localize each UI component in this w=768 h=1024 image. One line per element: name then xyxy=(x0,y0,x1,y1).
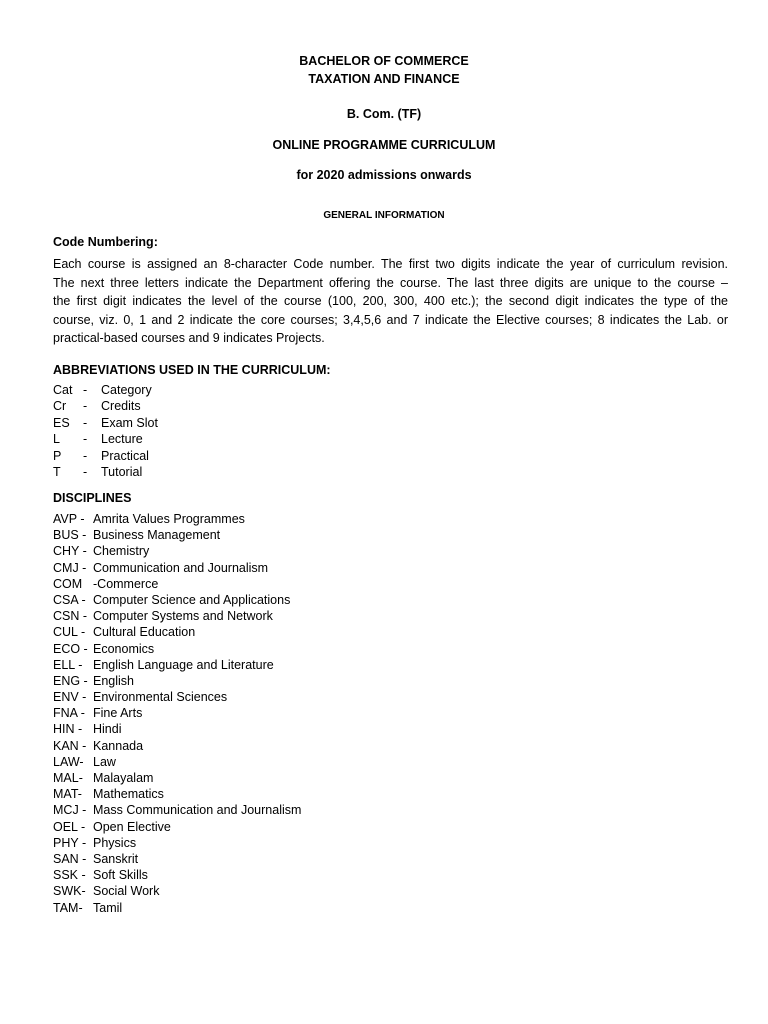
discipline-name: Computer Science and Applications xyxy=(93,592,291,607)
discipline-item xyxy=(53,883,453,899)
discipline-code: MCJ - xyxy=(53,803,87,818)
discipline-item xyxy=(53,689,453,705)
discipline-code: ENV - xyxy=(53,690,87,705)
abbreviation-dash: - xyxy=(83,415,88,430)
discipline-name: Environmental Sciences xyxy=(93,690,228,705)
abbreviation-meaning: Category xyxy=(101,383,152,397)
discipline-name: Hindi xyxy=(93,722,122,737)
abbreviation-dash: - xyxy=(83,383,88,397)
discipline-code: FNA - xyxy=(53,706,85,721)
discipline-item xyxy=(53,657,453,673)
discipline-code: LAW- xyxy=(53,754,84,769)
discipline-item xyxy=(53,511,453,527)
discipline-code: CSN - xyxy=(53,609,88,624)
code-numbering-paragraph xyxy=(53,255,728,348)
paragraph-line: course, viz. 0, 1 and 2 indicate the core courses; 3,4,5,6 and 7 indicate the Elective courses; 8 indicates the Lab. or xyxy=(53,312,728,327)
discipline-code: CMJ - xyxy=(53,560,87,575)
discipline-code: COM xyxy=(53,576,83,591)
abbreviation-code: ES xyxy=(53,415,70,430)
discipline-item xyxy=(53,721,453,737)
abbreviation-code: Cat xyxy=(53,383,73,397)
discipline-item xyxy=(53,560,453,576)
discipline-item xyxy=(53,543,453,559)
paragraph-line: Each course is assigned an 8-character Code number. The first two digits indicate the year of curriculum revision. xyxy=(53,257,728,271)
paragraph-line: The next three letters indicate the Department offering the course. The last three digits are unique to the course – xyxy=(53,275,728,290)
discipline-code: SWK- xyxy=(53,884,86,899)
disciplines-list xyxy=(53,511,453,916)
admissions-note: for 2020 admissions onwards xyxy=(296,168,472,182)
discipline-item xyxy=(53,835,453,851)
discipline-name: Law xyxy=(93,754,116,769)
discipline-item xyxy=(53,851,453,867)
discipline-name: English xyxy=(93,673,134,688)
discipline-item xyxy=(53,786,453,802)
discipline-item xyxy=(53,673,453,689)
discipline-name: English Language and Literature xyxy=(93,657,274,672)
abbreviation-dash: - xyxy=(83,399,88,414)
code-numbering-heading: Code Numbering: xyxy=(53,235,158,249)
discipline-name: Chemistry xyxy=(93,544,150,559)
discipline-item xyxy=(53,754,453,770)
discipline-name: Mass Communication and Journalism xyxy=(93,803,302,818)
degree-subtitle: TAXATION AND FINANCE xyxy=(308,72,460,86)
discipline-name: Cultural Education xyxy=(93,625,196,640)
discipline-code: CSA - xyxy=(53,592,86,607)
discipline-name: Fine Arts xyxy=(93,706,143,721)
discipline-code: KAN - xyxy=(53,738,87,753)
discipline-code: ENG - xyxy=(53,673,88,688)
paragraph-line: the first digit indicates the level of the course (100, 200, 300, 400 etc.); the second digit indicates the type of the xyxy=(53,294,728,308)
discipline-code: TAM- xyxy=(53,900,83,915)
discipline-name: Sanskrit xyxy=(93,851,139,866)
abbreviation-code: L xyxy=(53,432,60,447)
general-info-heading: GENERAL INFORMATION xyxy=(323,210,445,221)
discipline-item xyxy=(53,705,453,721)
abbreviation-code: Cr xyxy=(53,399,67,414)
discipline-code: SAN - xyxy=(53,851,87,866)
discipline-item xyxy=(53,641,453,657)
abbreviation-meaning: Practical xyxy=(101,448,149,463)
discipline-name: Open Elective xyxy=(93,819,171,834)
discipline-name: Computer Systems and Network xyxy=(93,609,273,624)
discipline-name: Mathematics xyxy=(93,787,164,802)
discipline-code: BUS - xyxy=(53,528,87,543)
discipline-code: HIN - xyxy=(53,722,83,737)
discipline-name: Malayalam xyxy=(93,771,154,785)
discipline-code: ECO - xyxy=(53,641,88,656)
discipline-name: Physics xyxy=(93,835,137,850)
abbreviation-meaning: Exam Slot xyxy=(101,415,158,430)
abbreviations-heading: ABBREVIATIONS USED IN THE CURRICULUM: xyxy=(53,363,331,377)
abbreviation-code: T xyxy=(53,464,61,479)
discipline-code: MAT- xyxy=(53,787,82,802)
discipline-item xyxy=(53,576,453,592)
discipline-name: Amrita Values Programmes xyxy=(93,512,245,526)
discipline-name: Tamil xyxy=(93,900,123,915)
disciplines-heading: DISCIPLINES xyxy=(53,491,132,505)
discipline-item xyxy=(53,770,453,786)
discipline-code: MAL- xyxy=(53,771,83,785)
discipline-item xyxy=(53,867,453,883)
discipline-name: Economics xyxy=(93,641,155,656)
abbreviation-dash: - xyxy=(83,464,88,479)
discipline-code: AVP - xyxy=(53,512,85,526)
discipline-item xyxy=(53,527,453,543)
discipline-name: Kannada xyxy=(93,738,144,753)
discipline-name: -Commerce xyxy=(93,576,159,591)
discipline-item xyxy=(53,802,453,818)
discipline-code: SSK - xyxy=(53,868,86,883)
discipline-name: Business Management xyxy=(93,528,221,543)
discipline-item xyxy=(53,738,453,754)
discipline-item xyxy=(53,592,453,608)
discipline-name: Social Work xyxy=(93,884,160,899)
abbreviation-dash: - xyxy=(83,432,88,447)
abbreviation-code: P xyxy=(53,448,62,463)
paragraph-line: practical-based courses and 9 indicates Projects. xyxy=(53,331,325,345)
curriculum-title: ONLINE PROGRAMME CURRICULUM xyxy=(272,138,496,152)
discipline-code: ELL - xyxy=(53,657,83,672)
abbreviation-meaning: Lecture xyxy=(101,432,143,447)
discipline-code: CUL - xyxy=(53,625,86,640)
discipline-code: OEL - xyxy=(53,819,86,834)
degree-title: BACHELOR OF COMMERCE xyxy=(299,54,469,68)
abbreviation-dash: - xyxy=(83,448,88,463)
discipline-item xyxy=(53,624,453,640)
discipline-name: Soft Skills xyxy=(93,868,148,883)
abbreviation-meaning: Credits xyxy=(101,399,141,414)
discipline-item xyxy=(53,608,453,624)
discipline-item xyxy=(53,819,453,835)
discipline-name: Communication and Journalism xyxy=(93,560,269,575)
discipline-code: PHY - xyxy=(53,835,87,850)
degree-short-name: B. Com. (TF) xyxy=(346,107,422,121)
discipline-code: CHY - xyxy=(53,544,87,559)
discipline-item xyxy=(53,900,453,916)
abbreviation-meaning: Tutorial xyxy=(101,464,143,479)
